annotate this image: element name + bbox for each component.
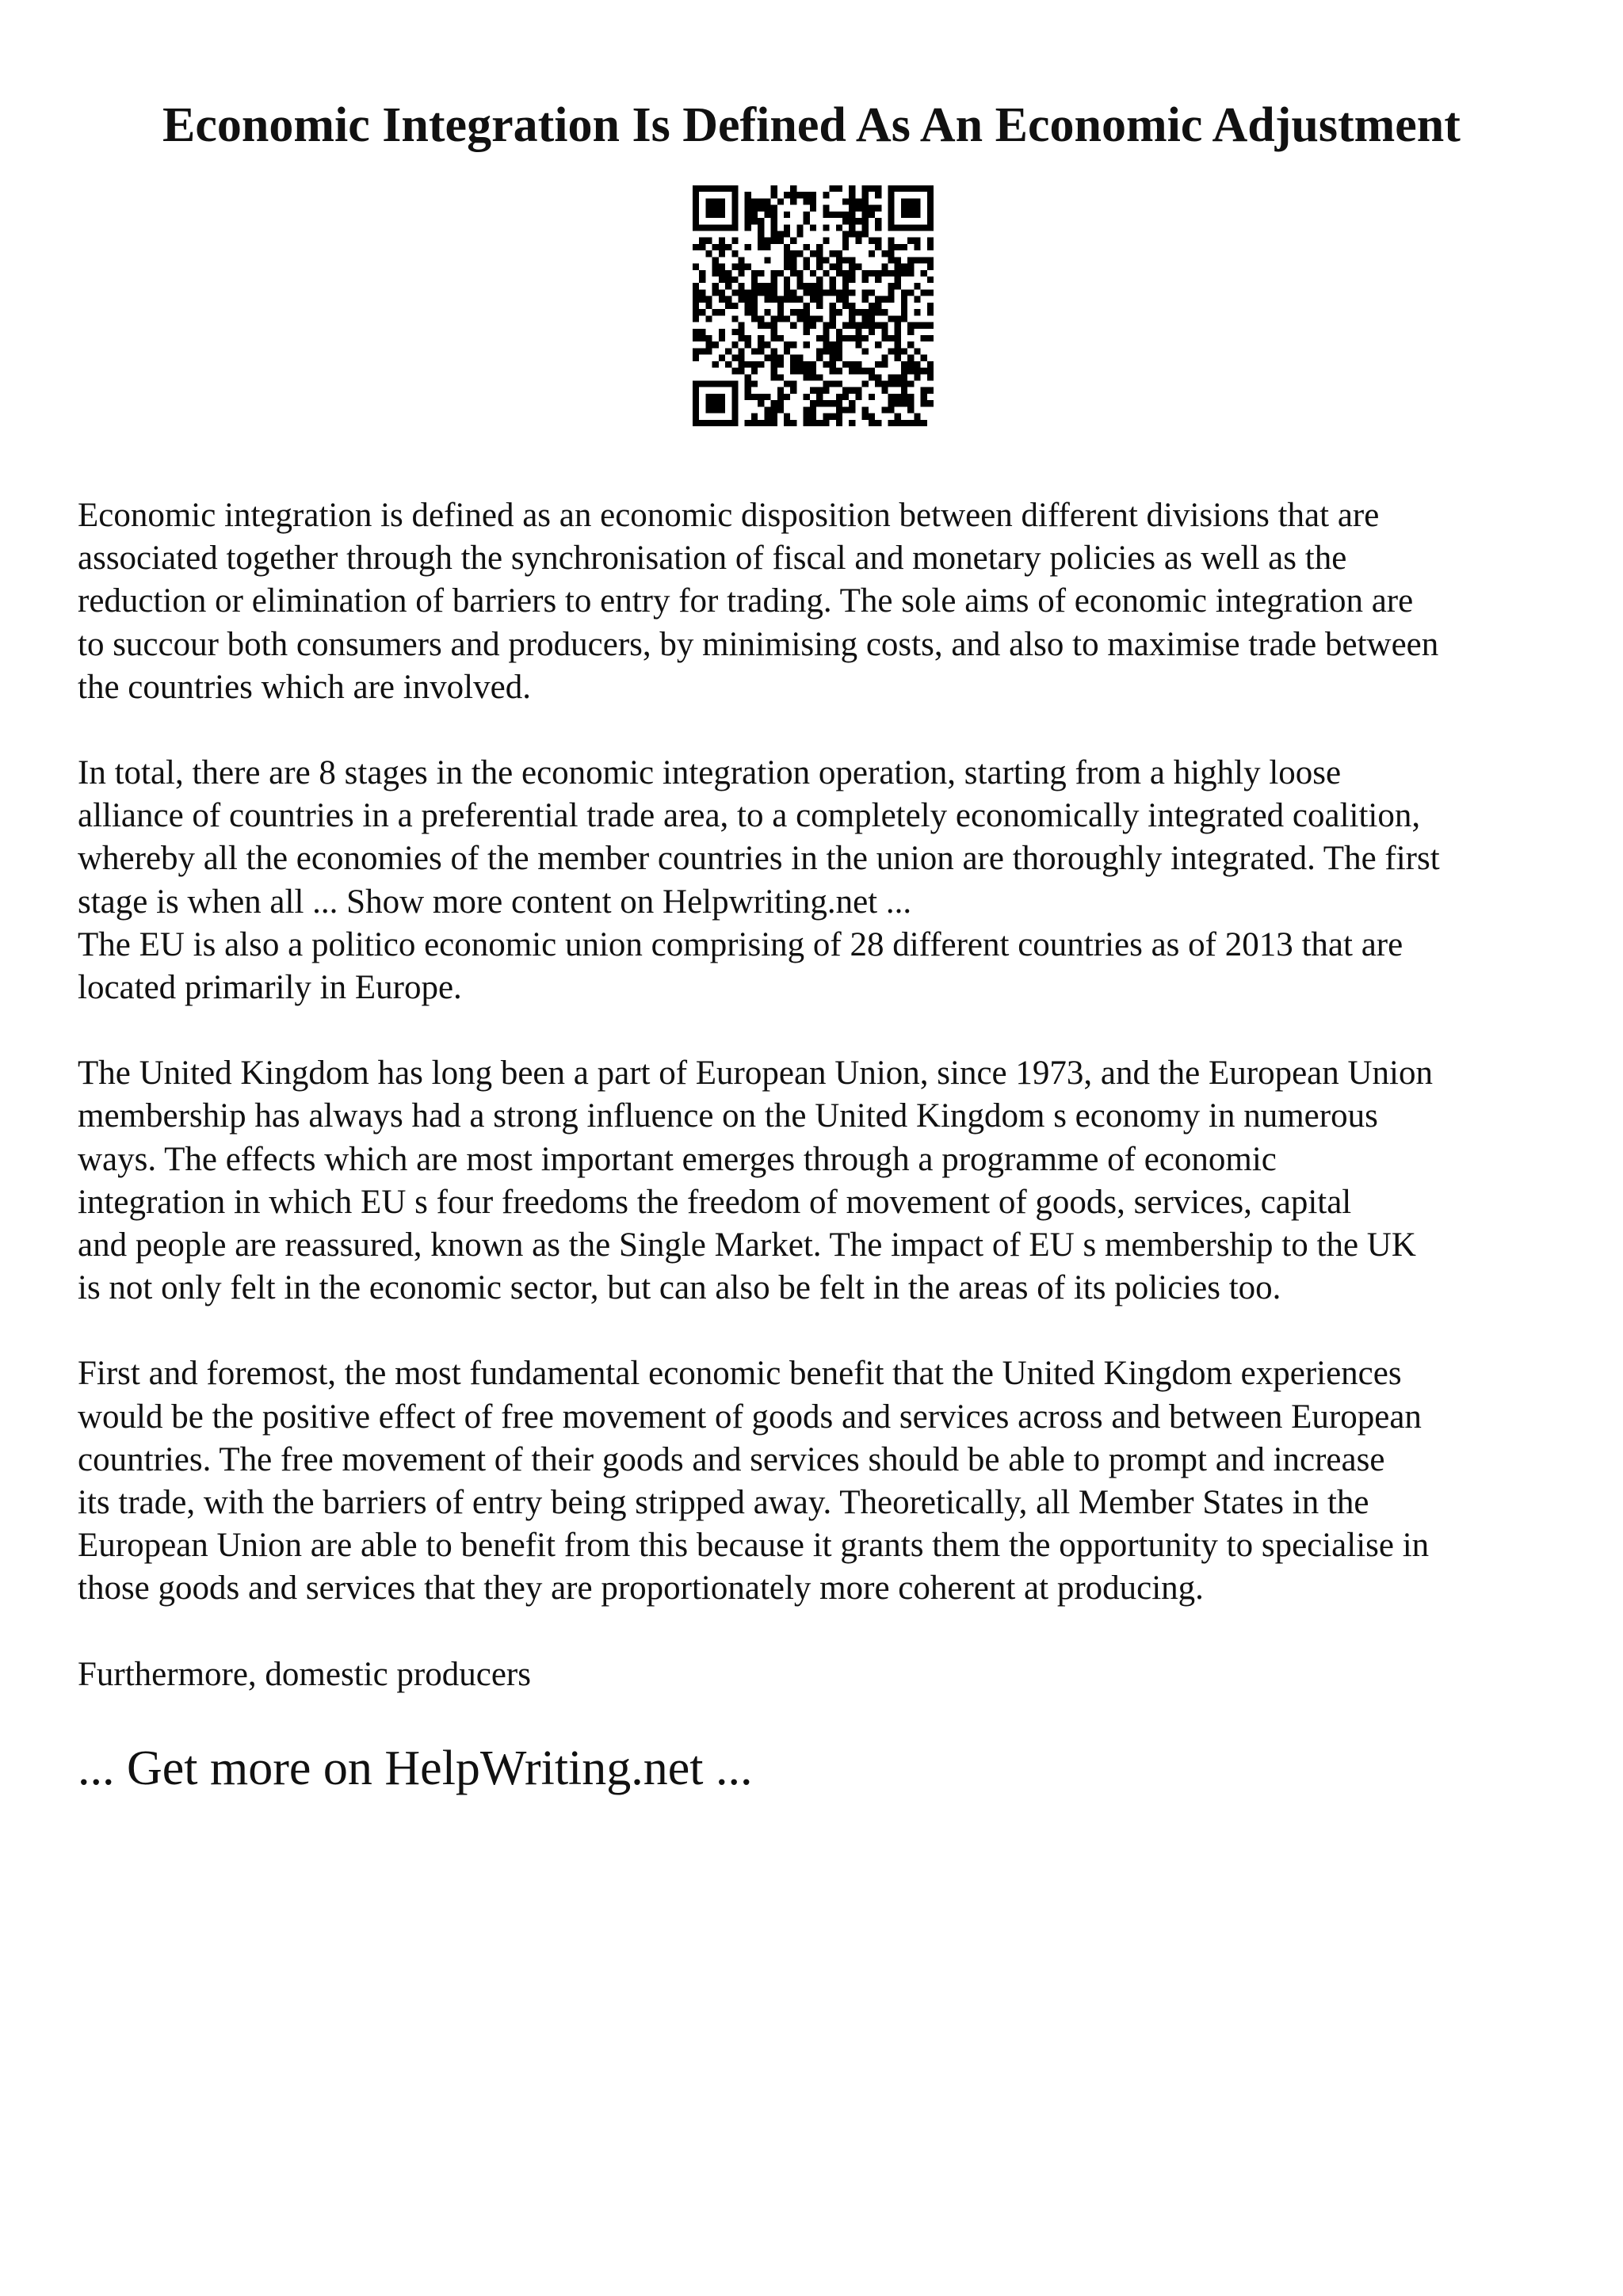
paragraph: The United Kingdom has long been a part of European Union, since 1973, and the European Union membership has always had a strong influence on the United Kingdom s economy in numerous ways. The effects which are most important emerges through a programme of economic integration in which EU s four freedoms the freedom of movement of goods, services, capital and people are reassured, known as the Single Market. The impact of EU s membership to the UK is not only felt in the economic sector, but can also be felt in the areas of its policies too. bbox=[78, 1055, 1434, 1307]
paragraph: Economic integration is defined as an economic disposition between different divisions that are associated together through the synchronisation of fiscal and monetary policies as well as the reduction or elimination of barriers to entry for trading. The sole aims of economic integration are to succour both consumers and producers, by minimising costs, and also to maximise trade between the countries which are involved. bbox=[78, 497, 1439, 706]
paragraph: First and foremost, the most fundamental economic benefit that the United Kingdom experiences would be the positive effect of free movement of goods and services across and between European countries. The free movement of their goods and services should be able to prompt and increase its trade, with the barriers of entry being stripped away. Theoretically, all Member States in the European Union are able to benefit from this because it grants them the opportunity to specialise in those goods and services that they are proportionately more coherent at producing. bbox=[78, 1355, 1430, 1608]
article-body bbox=[78, 494, 1568, 1696]
page-title: Economic Integration Is Defined As An Economic Adjustment bbox=[162, 98, 1461, 152]
qr-code-icon bbox=[693, 185, 934, 426]
paragraph: The EU is also a politico economic union comprising of 28 different countries as of 2013 that are located primarily in Europe. bbox=[78, 925, 1403, 1007]
paragraph: Furthermore, domestic producers bbox=[78, 1655, 531, 1693]
get-more-link[interactable]: ... Get more on HelpWriting.net ... bbox=[78, 1741, 753, 1795]
paragraph: In total, there are 8 stages in the economic integration operation, starting from a highly loose alliance of countries in a preferential trade area, to a completely economically integrated coalition, whereby all the economies of the member countries in the union are thoroughly integrated. The first stage is when all ... Show more content on Helpwriting.net ... bbox=[78, 754, 1440, 921]
